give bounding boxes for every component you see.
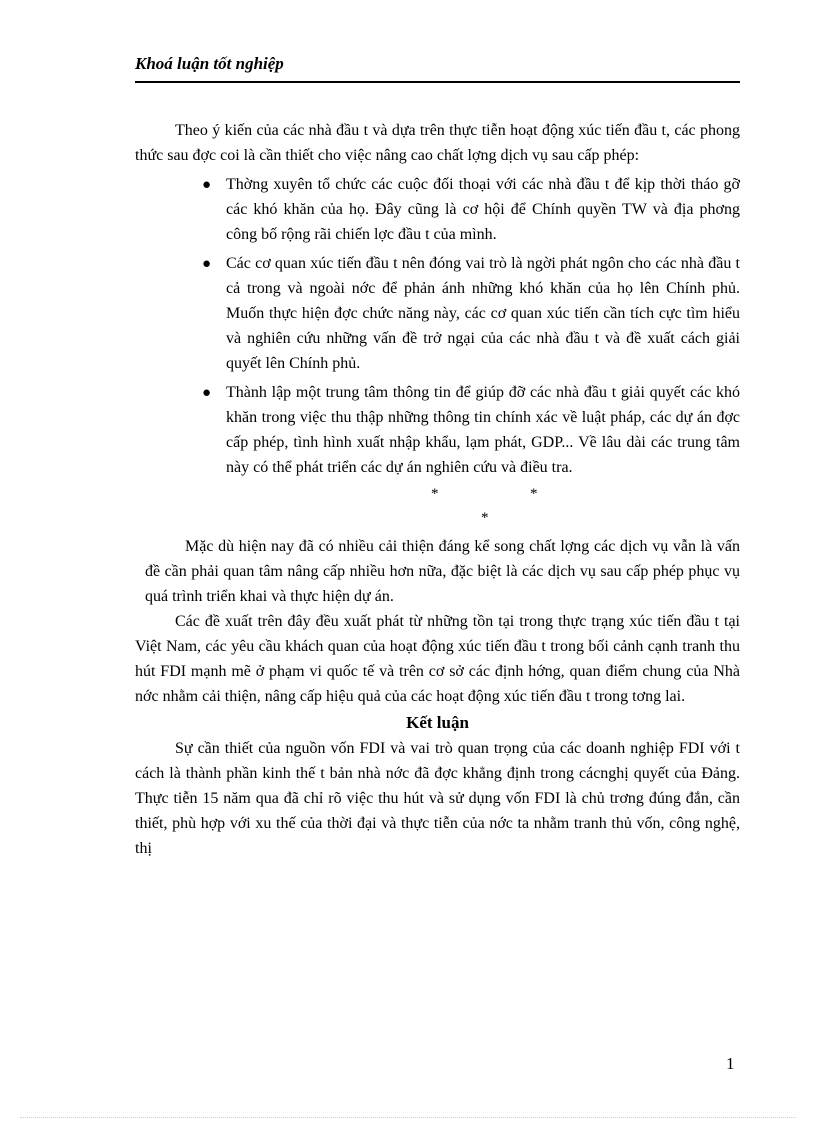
bullet-icon: ● xyxy=(202,177,212,193)
section-separator xyxy=(135,484,740,534)
list-item xyxy=(135,172,740,247)
list-item-text: Thờng xuyên tổ chức các cuộc đối thoại với các nhà đầu t để kịp thời tháo gỡ các khó khăn của họ. Đây cũng là cơ hội để Chính quyền TW và địa phơng công bố rộng rãi chiến lợc đầu t của mình. xyxy=(226,176,740,243)
page-number: 1 xyxy=(726,1054,735,1073)
header-rule xyxy=(135,81,740,83)
bullet-list xyxy=(135,172,740,480)
list-item xyxy=(135,380,740,480)
list-item-text: Các cơ quan xúc tiến đầu t nên đóng vai trò là ngời phát ngôn cho các nhà đầu t cả trong và ngoài nớc để phản ánh những khó khăn của họ lên Chính phủ. Muốn thực hiện đợc chức năng này, các cơ quan xúc tiến cần tích cực tìm hiểu và nghiên cứu những vấn đề trở ngại của các nhà đầu t và đề xuất cách giải quyết lên Chính phủ. xyxy=(226,255,740,372)
running-header: Khoá luận tốt nghiệp xyxy=(135,54,284,73)
list-item-text: Thành lập một trung tâm thông tin để giúp đỡ các nhà đầu t giải quyết các khó khăn trong việc thu thập những thông tin chính xác về luật pháp, các dự án đợc cấp phép, tình hình xuất nhập khẩu, lạm phát, GDP... Về lâu dài các trung tâm này có thể phát triển các dự án nghiên cứu và điều tra. xyxy=(226,384,740,476)
page-footer-border xyxy=(20,1117,796,1118)
list-item xyxy=(135,251,740,376)
separator-star: * xyxy=(530,486,538,502)
body-paragraph: Các đề xuất trên đây đều xuất phát từ những tồn tại trong thực trạng xúc tiến đầu t tại Việt Nam, các yêu cầu khách quan của hoạt động xúc tiến đầu t trong bối cảnh cạnh tranh thu hút FDI mạnh mẽ ở phạm vi quốc tế và trên cơ sở các định hớng, quan điểm chung của Nhà nớc nhằm cải thiện, nâng cấp hiệu quả của các hoạt động xúc tiến đầu t trong tơng lai. xyxy=(135,613,740,705)
conclusion-heading: Kết luận xyxy=(406,713,469,732)
conclusion-paragraph: Sự cần thiết của nguồn vốn FDI và vai trò quan trọng của các doanh nghiệp FDI với t cách là thành phần kinh thế t bản nhà nớc đã đợc khẳng định trong cácnghị quyết của Đảng. Thực tiễn 15 năm qua đã chỉ rõ việc thu hút và sử dụng vốn FDI là chủ trơng đúng đắn, cần thiết, phù hợp với xu thế của thời đại và thực tiễn của nớc ta nhằm tranh thủ vốn, công nghệ, thị xyxy=(135,740,740,857)
body-paragraph: Mặc dù hiện nay đã có nhiều cải thiện đáng kể song chất lợng các dịch vụ vẫn là vấn đề cần phải quan tâm nâng cấp nhiều hơn nữa, đặc biệt là các dịch vụ sau cấp phép phục vụ quá trình triển khai và thực hiện dự án. xyxy=(145,538,740,605)
separator-star: * xyxy=(431,486,439,502)
intro-paragraph: Theo ý kiến của các nhà đầu t và dựa trên thực tiễn hoạt động xúc tiến đầu t, các phong thức sau đợc coi là cần thiết cho việc nâng cao chất lợng dịch vụ sau cấp phép: xyxy=(135,122,740,164)
bullet-icon: ● xyxy=(202,385,212,401)
body-content xyxy=(135,118,740,861)
separator-star: * xyxy=(481,510,489,526)
bullet-icon: ● xyxy=(202,256,212,272)
